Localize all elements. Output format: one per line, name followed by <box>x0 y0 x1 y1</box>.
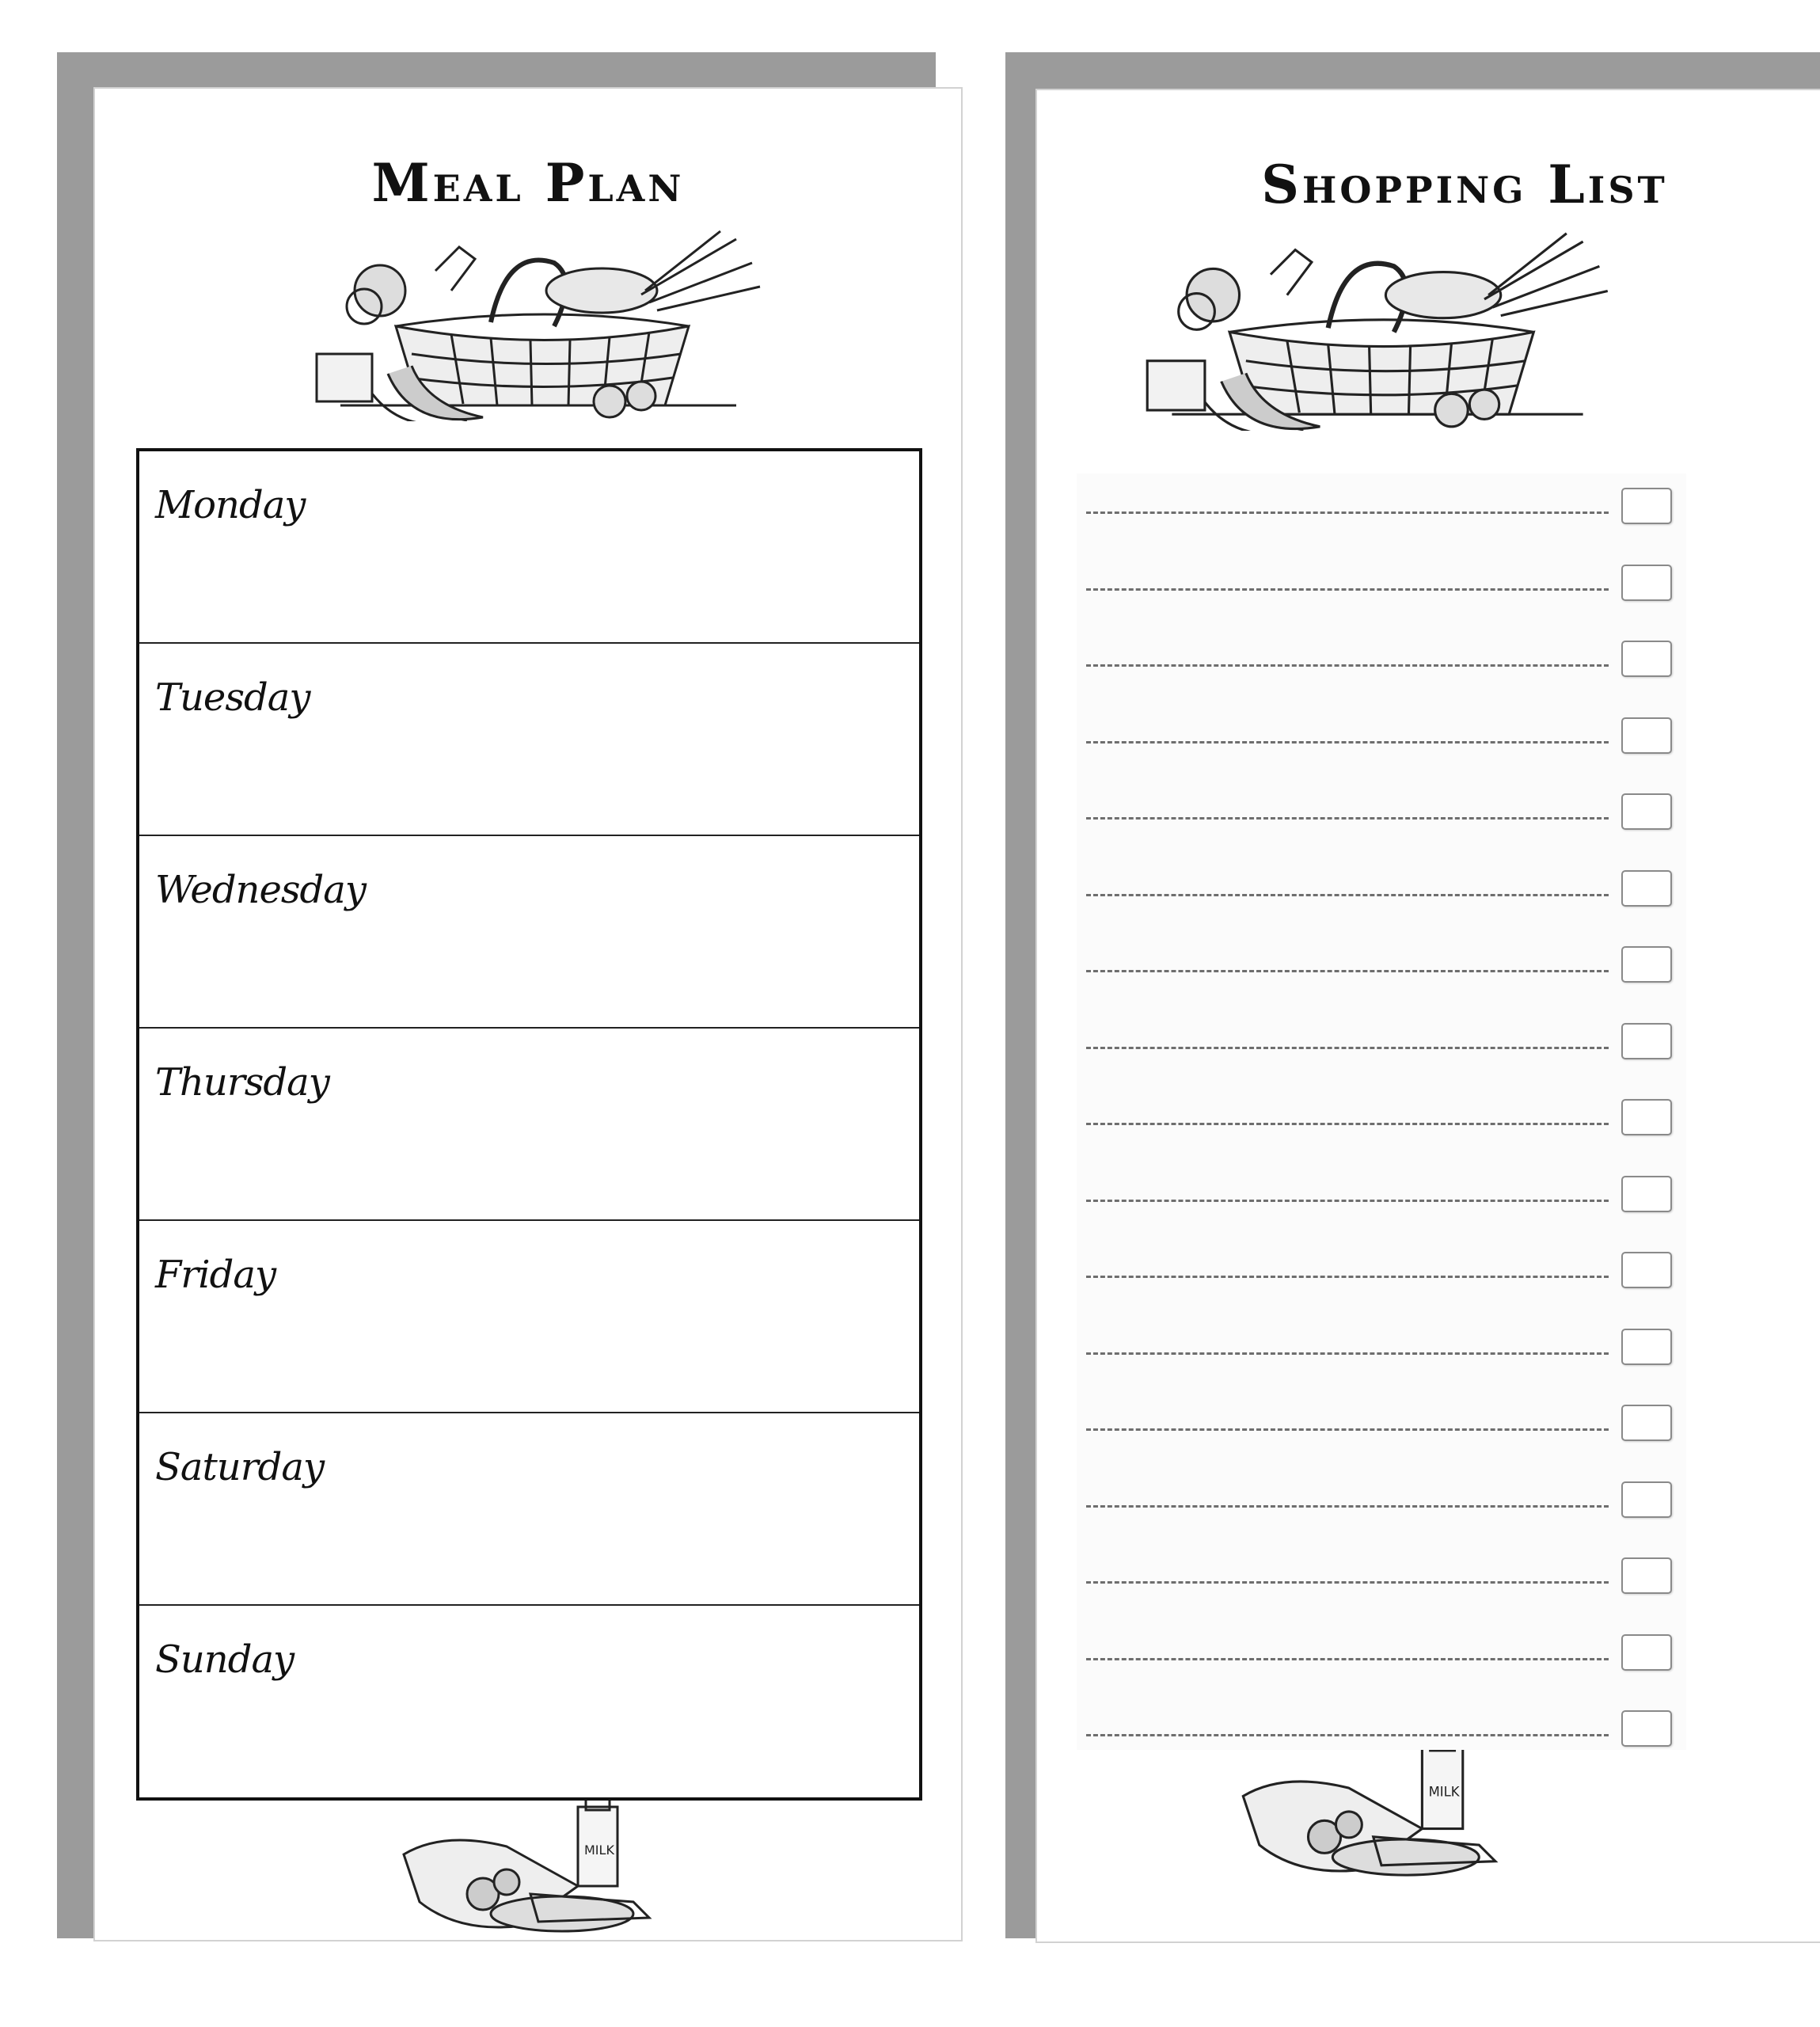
item-checkbox[interactable] <box>1621 1481 1672 1518</box>
list-item <box>1086 480 1680 527</box>
item-write-line[interactable] <box>1086 588 1609 591</box>
item-checkbox[interactable] <box>1621 1634 1672 1671</box>
item-write-line[interactable] <box>1086 817 1609 820</box>
shopping-list-title: Shopping List <box>1261 154 1668 215</box>
item-write-line[interactable] <box>1086 741 1609 743</box>
basket-illustration <box>1108 217 1647 431</box>
item-write-line[interactable] <box>1086 1200 1609 1202</box>
item-write-line[interactable] <box>1086 1276 1609 1278</box>
grocery-bag-illustration <box>396 1799 681 1941</box>
list-item <box>1086 557 1680 604</box>
list-item <box>1086 709 1680 757</box>
list-item <box>1086 1168 1680 1215</box>
item-checkbox[interactable] <box>1621 1176 1672 1212</box>
list-item <box>1086 1626 1680 1674</box>
svg-text:MILK: MILK <box>1428 1784 1460 1800</box>
list-item <box>1086 633 1680 680</box>
shopping-list-items <box>1077 473 1686 1750</box>
item-checkbox[interactable] <box>1621 488 1672 524</box>
item-write-line[interactable] <box>1086 1123 1609 1125</box>
list-item <box>1086 1321 1680 1368</box>
day-row-tuesday <box>139 644 919 836</box>
item-write-line[interactable] <box>1086 1047 1609 1049</box>
svg-text:MILK: MILK <box>584 1843 614 1858</box>
item-checkbox[interactable] <box>1621 1405 1672 1441</box>
item-write-line[interactable] <box>1086 1581 1609 1584</box>
item-checkbox[interactable] <box>1621 717 1672 754</box>
item-write-line[interactable] <box>1086 1734 1609 1736</box>
day-label: Sunday <box>155 1637 294 1682</box>
item-write-line[interactable] <box>1086 664 1609 667</box>
list-item <box>1086 785 1680 833</box>
meal-plan-table <box>136 448 922 1801</box>
item-checkbox[interactable] <box>1621 946 1672 983</box>
item-write-line[interactable] <box>1086 1505 1609 1508</box>
item-write-line[interactable] <box>1086 512 1609 514</box>
list-item <box>1086 1550 1680 1597</box>
item-write-line[interactable] <box>1086 894 1609 896</box>
list-item <box>1086 862 1680 910</box>
day-row-monday <box>139 451 919 644</box>
day-row-friday <box>139 1221 919 1413</box>
day-label: Thursday <box>155 1060 329 1105</box>
item-checkbox[interactable] <box>1621 793 1672 830</box>
day-row-thursday <box>139 1029 919 1221</box>
day-row-sunday <box>139 1606 919 1797</box>
item-write-line[interactable] <box>1086 1658 1609 1660</box>
item-checkbox[interactable] <box>1621 1329 1672 1365</box>
item-write-line[interactable] <box>1086 970 1609 972</box>
item-checkbox[interactable] <box>1621 1710 1672 1747</box>
item-checkbox[interactable] <box>1621 1557 1672 1594</box>
list-item <box>1086 1474 1680 1521</box>
list-item <box>1086 1091 1680 1139</box>
day-row-saturday <box>139 1413 919 1606</box>
day-label: Saturday <box>155 1445 325 1489</box>
item-checkbox[interactable] <box>1621 1099 1672 1135</box>
basket-illustration <box>293 215 784 421</box>
grocery-bag-illustration <box>1235 1737 1528 1888</box>
day-row-wednesday <box>139 836 919 1029</box>
list-item <box>1086 1244 1680 1291</box>
item-write-line[interactable] <box>1086 1428 1609 1431</box>
meal-plan-title: Meal Plan <box>371 152 685 214</box>
day-label: Monday <box>155 483 306 527</box>
item-checkbox[interactable] <box>1621 1023 1672 1059</box>
item-checkbox[interactable] <box>1621 870 1672 907</box>
list-item <box>1086 938 1680 986</box>
day-label: Tuesday <box>155 675 310 720</box>
item-checkbox[interactable] <box>1621 641 1672 677</box>
day-label: Wednesday <box>155 868 366 912</box>
list-item <box>1086 1015 1680 1063</box>
item-write-line[interactable] <box>1086 1352 1609 1355</box>
day-label: Friday <box>155 1253 276 1297</box>
item-checkbox[interactable] <box>1621 1252 1672 1288</box>
list-item <box>1086 1397 1680 1444</box>
list-item <box>1086 1702 1680 1750</box>
item-checkbox[interactable] <box>1621 565 1672 601</box>
